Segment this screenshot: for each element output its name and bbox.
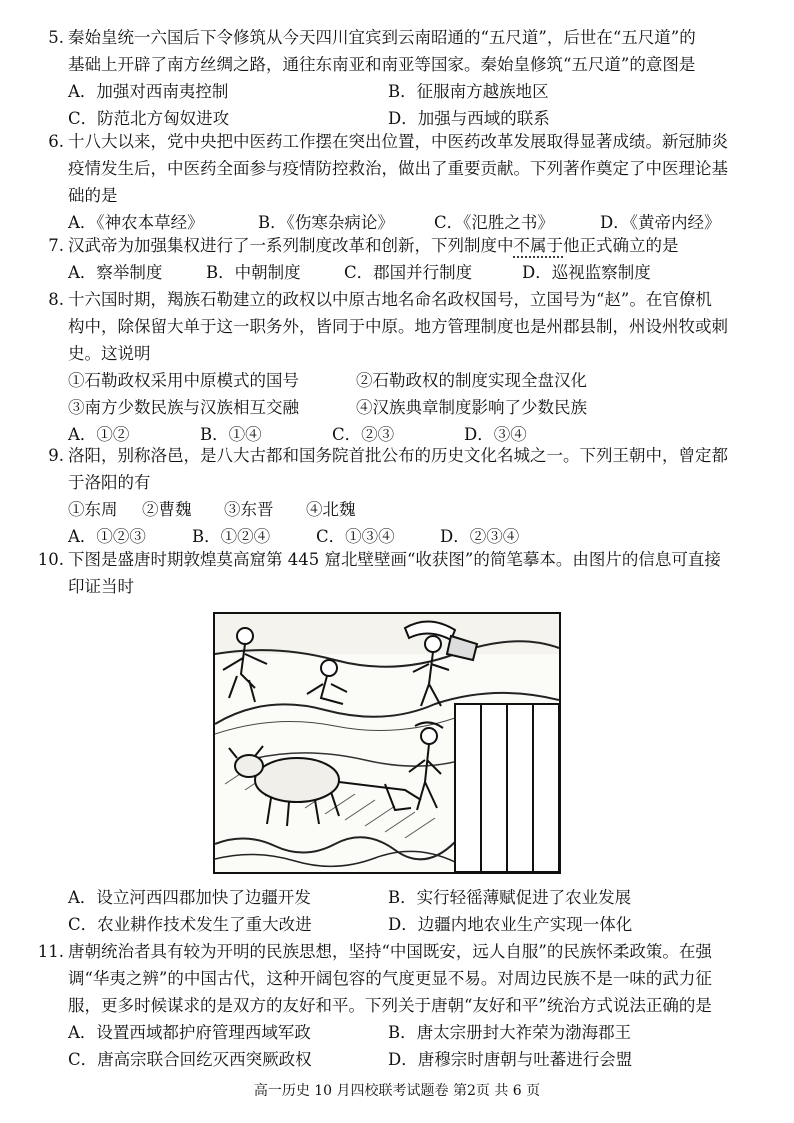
question-stem bbox=[68, 128, 764, 209]
options bbox=[68, 78, 764, 132]
question-number: 5. bbox=[48, 28, 64, 47]
question-stem bbox=[68, 24, 764, 78]
option-d[interactable]: D．《黄帝内经》 bbox=[600, 213, 721, 232]
stem-line: 下图是盛唐时期敦煌莫高窟第 445 窟北壁壁画“收获图”的简笔摹本。由图片的信息可直接 bbox=[68, 550, 721, 569]
statement-1: ①石勒政权采用中原模式的国号 bbox=[68, 371, 299, 390]
page-footer: 高一历史 10 月四校联考试题卷 第2页 共 6 页 bbox=[253, 1083, 541, 1099]
question-5 bbox=[34, 24, 764, 132]
option-a[interactable]: A．设立河西四郡加快了边疆开发 bbox=[68, 888, 311, 907]
option-c[interactable]: C．防范北方匈奴进攻 bbox=[68, 109, 230, 128]
options bbox=[68, 884, 764, 938]
stem-line: 基础上开辟了南方丝绸之路，通往东南亚和南亚等国家。秦始皇修筑“五尺道”的意图是 bbox=[68, 55, 696, 74]
stem-line: 构中，除保留大单于这一职务外，皆同于中原。地方管理制度也是州郡县制，州设州牧或刺 bbox=[68, 317, 728, 336]
question-stem bbox=[68, 546, 764, 600]
option-b[interactable]: B．唐太宗册封大祚荣为渤海郡王 bbox=[388, 1023, 632, 1042]
question-number: 11. bbox=[37, 942, 64, 961]
harvest-mural-figure bbox=[213, 612, 561, 874]
option-b[interactable]: B．征服南方越族地区 bbox=[388, 82, 549, 101]
option-c[interactable]: C．唐高宗联合回纥灭西突厥政权 bbox=[68, 1050, 312, 1069]
option-a[interactable]: A．《神农本草经》 bbox=[68, 213, 204, 232]
question-7 bbox=[34, 232, 764, 286]
stem-line: 疫情发生后，中医药全面参与疫情防控救治，做出了重要贡献。下列著作奠定了中医理论基 bbox=[68, 159, 728, 178]
statement-3: ③南方少数民族与汉族相互交融 bbox=[68, 398, 299, 417]
statement-4: ④汉族典章制度影响了少数民族 bbox=[356, 398, 587, 417]
stem-text: 他正式确立的是 bbox=[563, 236, 679, 255]
question-10-options bbox=[34, 884, 764, 938]
option-c[interactable]: C．农业耕作技术发生了重大改进 bbox=[68, 915, 312, 934]
option-a[interactable]: A．设置西域都护府管理西域军政 bbox=[68, 1023, 311, 1042]
stem-line: 于洛阳的有 bbox=[68, 473, 151, 492]
stem-line: 十八大以来，党中央把中医药工作摆在突出位置，中医药改革发展取得显著成绩。新冠肺炎 bbox=[68, 132, 728, 151]
option-b[interactable]: B．①④ bbox=[200, 425, 262, 444]
stem-line: 史。这说明 bbox=[68, 344, 151, 363]
statement-row bbox=[68, 394, 764, 421]
question-number: 9. bbox=[48, 446, 64, 465]
option-a[interactable]: A．加强对西南夷控制 bbox=[68, 82, 229, 101]
question-stem bbox=[68, 232, 764, 259]
question-stem bbox=[68, 286, 764, 367]
question-10 bbox=[34, 546, 764, 600]
statement-1: ①东周 bbox=[68, 500, 118, 519]
option-d[interactable]: D．边疆内地农业生产实现一体化 bbox=[388, 915, 633, 934]
option-d[interactable]: D．加强与西域的联系 bbox=[388, 109, 550, 128]
question-8 bbox=[34, 286, 764, 448]
option-c[interactable]: C．《氾胜之书》 bbox=[434, 213, 554, 232]
question-9 bbox=[34, 442, 764, 550]
statement-2: ②曹魏 bbox=[142, 500, 192, 519]
option-d[interactable]: D．唐穆宗时唐朝与吐蕃进行会盟 bbox=[388, 1050, 633, 1069]
question-number: 6. bbox=[48, 132, 64, 151]
stem-line: 调“华夷之辨”的中国古代，这种开阔包容的气度更显不易。对周边民族不是一味的武力征 bbox=[68, 969, 712, 988]
statement-row bbox=[68, 367, 764, 394]
option-c[interactable]: C．①③④ bbox=[316, 527, 395, 546]
option-a[interactable]: A．①②③ bbox=[68, 527, 146, 546]
question-stem bbox=[68, 938, 764, 1019]
stem-line: 唐朝统治者具有较为开明的民族思想，坚持“中国既安，远人自服”的民族怀柔政策。在强 bbox=[68, 942, 712, 961]
stem-line: 础的是 bbox=[68, 186, 118, 205]
option-d[interactable]: D．②③④ bbox=[440, 527, 520, 546]
option-c[interactable]: C．②③ bbox=[332, 425, 395, 444]
stem-line: 十六国时期，羯族石勒建立的政权以中原古地名命名政权国号，立国号为“赵”。在官僚机 bbox=[68, 290, 712, 309]
options bbox=[68, 259, 764, 286]
stem-line: 印证当时 bbox=[68, 577, 134, 596]
option-d[interactable]: D．巡视监察制度 bbox=[522, 263, 651, 282]
options bbox=[68, 1019, 764, 1073]
option-a[interactable]: A．察举制度 bbox=[68, 263, 163, 282]
question-11 bbox=[34, 938, 764, 1073]
option-b[interactable]: B．中朝制度 bbox=[206, 263, 301, 282]
question-number: 10. bbox=[37, 550, 64, 569]
option-d[interactable]: D．③④ bbox=[464, 425, 527, 444]
statement-2: ②石勒政权的制度实现全盘汉化 bbox=[356, 371, 587, 390]
option-b[interactable]: B．实行轻徭薄赋促进了农业发展 bbox=[388, 888, 632, 907]
option-b[interactable]: B．①②④ bbox=[192, 527, 271, 546]
question-number: 8. bbox=[48, 290, 64, 309]
stem-line: 秦始皇统一六国后下令修筑从今天四川宜宾到云南昭通的“五尺道”，后世在“五尺道”的 bbox=[68, 28, 696, 47]
statement-4: ④北魏 bbox=[306, 500, 356, 519]
stem-line: 服，更多时候谋求的是双方的友好和平。下列关于唐朝“友好和平”统治方式说法正确的是 bbox=[68, 996, 712, 1015]
stem-text: 汉武帝为加强集权进行了一系列制度改革和创新，下列制度中 bbox=[68, 236, 514, 255]
option-a[interactable]: A．①② bbox=[68, 425, 130, 444]
option-b[interactable]: B．《伤寒杂病论》 bbox=[258, 213, 394, 232]
stem-line: 洛阳，别称洛邑，是八大古都和国务院首批公布的历史文化名城之一。下列王朝中，曾定都 bbox=[68, 446, 728, 465]
question-6 bbox=[34, 128, 764, 236]
statement-row bbox=[68, 496, 764, 523]
option-c[interactable]: C．郡国并行制度 bbox=[344, 263, 473, 282]
harvest-mural-sketch bbox=[215, 614, 559, 872]
question-stem bbox=[68, 442, 764, 496]
statement-3: ③东晋 bbox=[224, 500, 274, 519]
emphasis-not-belong: 不属于 bbox=[513, 236, 563, 255]
question-number: 7. bbox=[48, 236, 64, 255]
